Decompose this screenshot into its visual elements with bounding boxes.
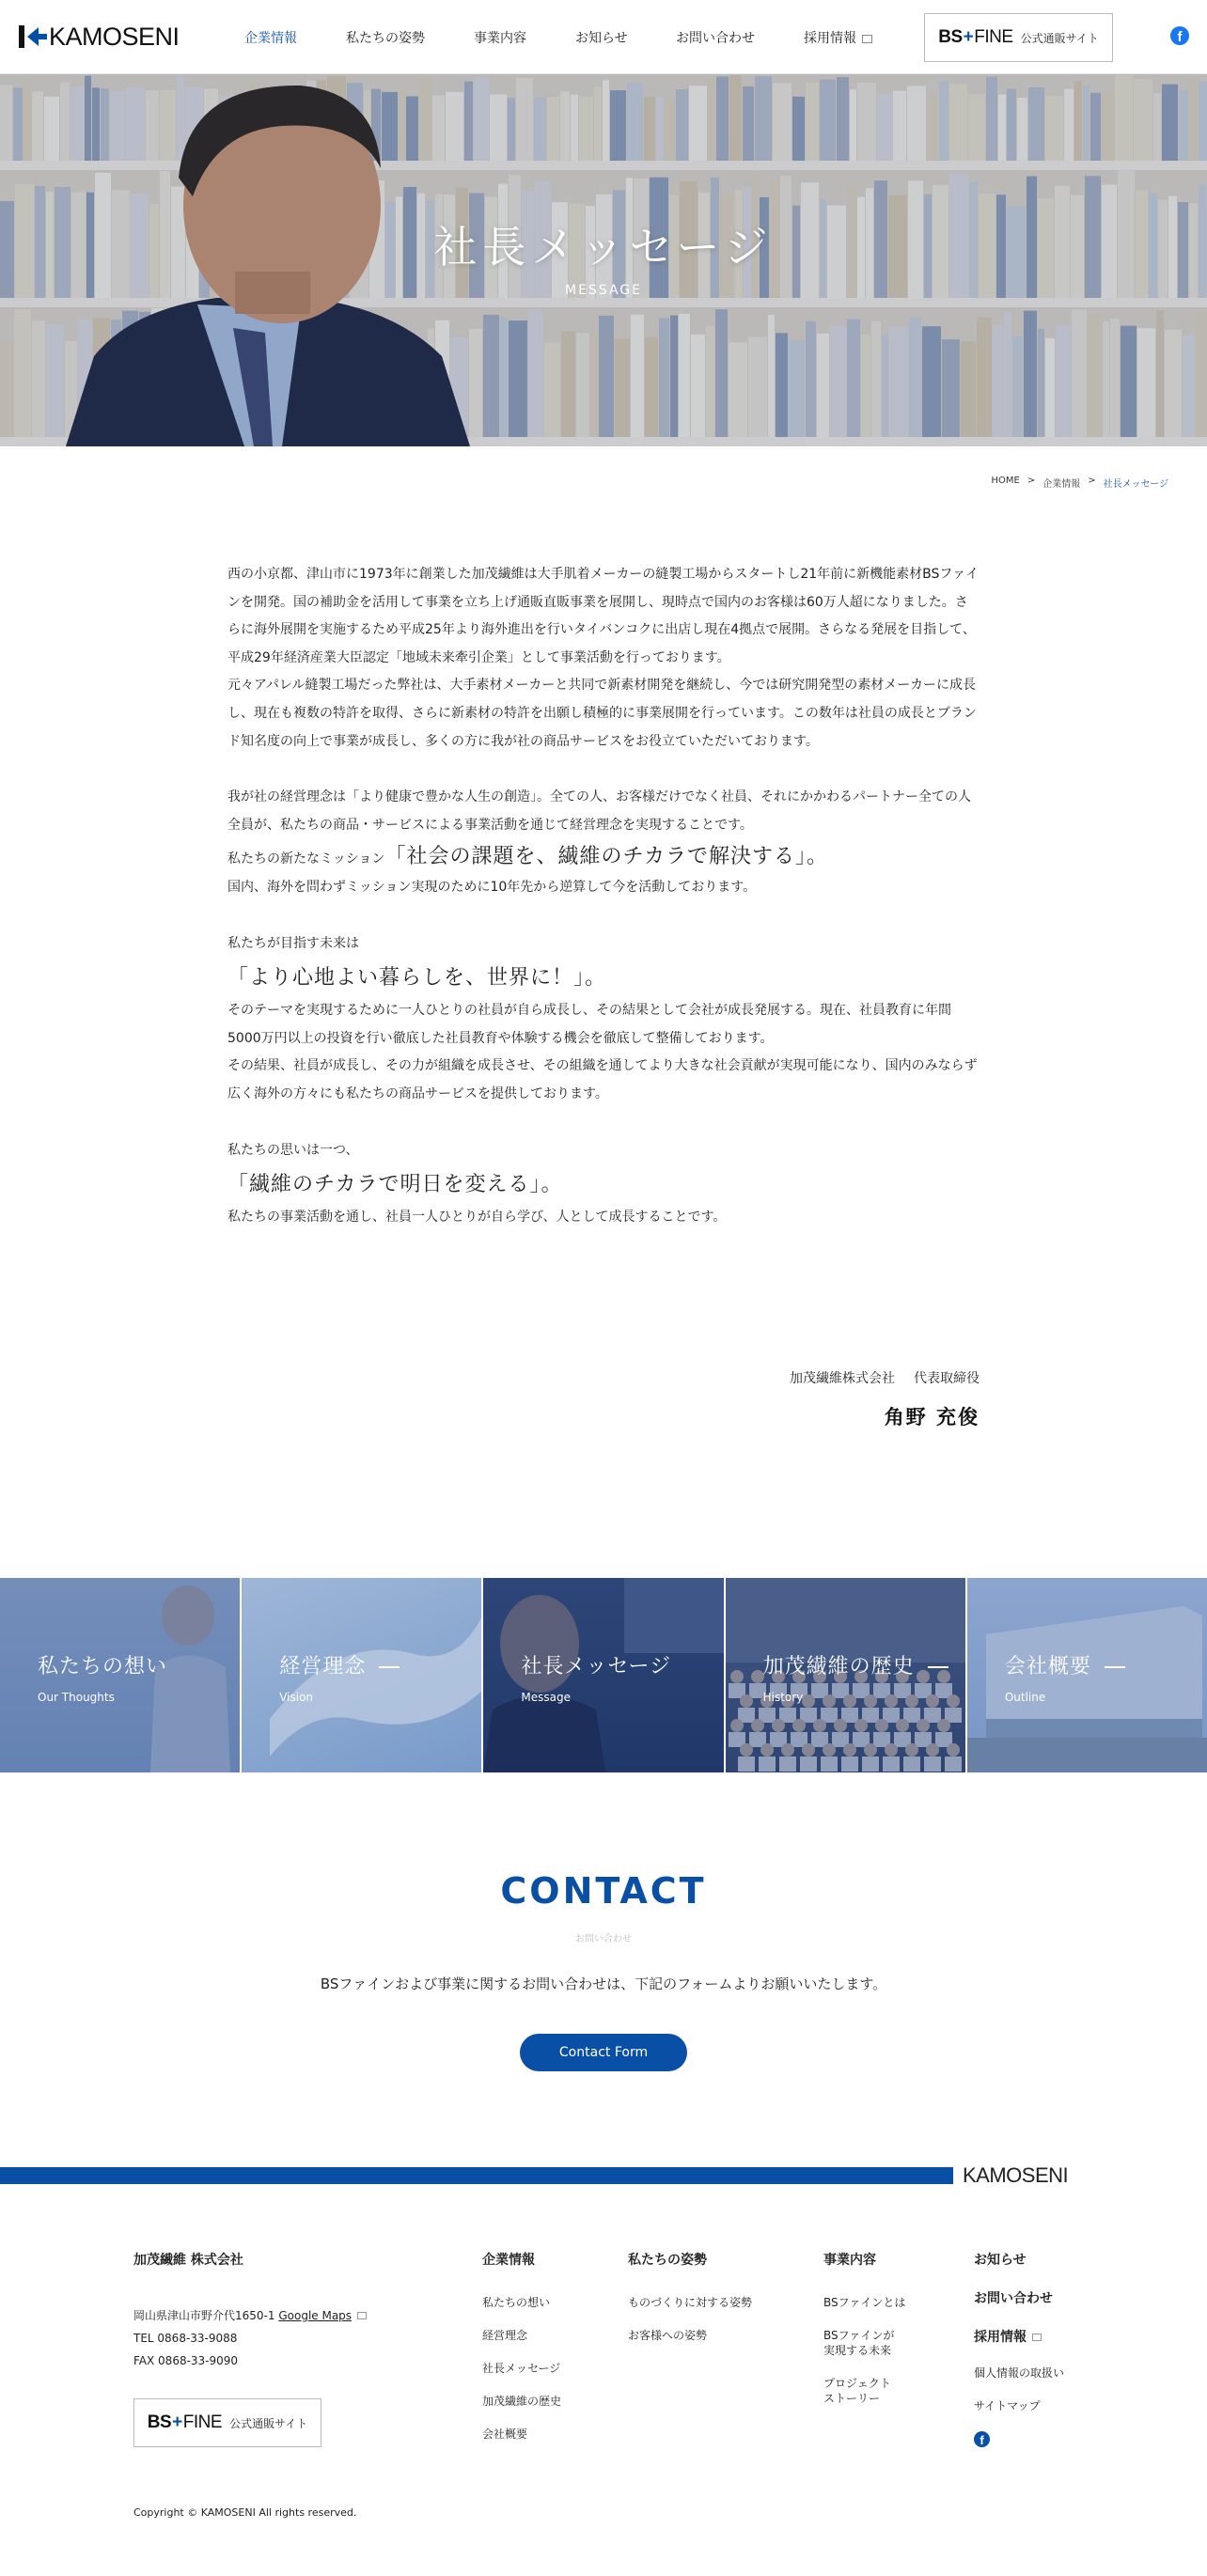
nav-item-company[interactable]: 企業情報 bbox=[244, 30, 297, 46]
arrow-dash-icon bbox=[1105, 1666, 1125, 1668]
external-link-icon bbox=[862, 35, 872, 43]
footer-link[interactable]: 社長メッセージ bbox=[482, 2362, 561, 2375]
message-paragraph: その結果、社員が成長し、その力が組織を成長させ、その組織を通してより大きな社会貢献が実現可能になり、国内のみならず広く海外の方々にも私たちの商品サービスを提供しております。 bbox=[227, 1058, 978, 1101]
tile-history[interactable] bbox=[726, 1578, 965, 1772]
message-paragraph: 私たちの事業活動を通し、社員一人ひとりが自ら学び、人として成長することです。 bbox=[227, 1210, 727, 1226]
tile-title: 社長メッセージ bbox=[521, 1655, 672, 1678]
facebook-icon[interactable]: f bbox=[974, 2431, 990, 2447]
nav-item-business[interactable]: 事業内容 bbox=[474, 30, 526, 46]
footer-link[interactable]: プロジェクト ストーリー bbox=[823, 2377, 891, 2405]
footer-bsfine-button[interactable] bbox=[133, 2398, 321, 2447]
message-paragraph: 西の小京都、津山市に1973年に創業した加茂繊維は大手肌着メーカーの縫製工場からスタートし21年前に新機能素材BSファインを開発。国の補助金を活用して事業を立ち上げ通販直販事業を展開し、現時点で国内のお客様は60万人超になりました。さらに海外展開を実施するため平成25年より海外進出を行いタイバンコクに出店し現在4拠点で展開。さらなる発展を目指して、平成29年経済産業大臣認定「地域未来牽引企業」として事業活動を行っております。 bbox=[227, 567, 980, 665]
footer-address: 岡山県津山市野介代1650-1 bbox=[133, 2309, 275, 2322]
footer-link[interactable]: 加茂繊維の歴史 bbox=[482, 2395, 562, 2408]
footer-link[interactable]: お客様への姿勢 bbox=[628, 2329, 708, 2342]
company-info-tiles bbox=[0, 1578, 1207, 1772]
slogan-statement: 「繊維のチカラで明日を変える」。 bbox=[227, 1173, 563, 1197]
tile-subtitle: History bbox=[762, 1691, 804, 1704]
contact-description: BSファインおよび事業に関するお問い合わせは、下記のフォームよりお願いいたします。 bbox=[320, 1975, 887, 1992]
tile-subtitle: Our Thoughts bbox=[38, 1691, 115, 1704]
footer-heading-contact[interactable]: お問い合わせ bbox=[974, 2291, 1053, 2306]
footer-link[interactable]: BSファインとは bbox=[823, 2296, 906, 2309]
mission-line bbox=[227, 843, 980, 874]
vision-statement: 「より心地よい暮らしを、世界に！」。 bbox=[227, 966, 607, 991]
message-article bbox=[227, 561, 980, 1232]
footer-heading[interactable]: 企業情報 bbox=[482, 2253, 535, 2268]
bsfine-logo: BS+FINE bbox=[147, 2412, 223, 2432]
footer-heading-news[interactable]: お知らせ bbox=[974, 2253, 1027, 2268]
nav-item-attitude[interactable]: 私たちの姿勢 bbox=[346, 30, 425, 46]
google-maps-link[interactable]: Google Maps bbox=[278, 2309, 353, 2322]
footer-link-privacy[interactable]: 個人情報の取扱い bbox=[974, 2366, 1065, 2380]
bsfine-shop-button[interactable] bbox=[924, 13, 1113, 62]
footer-tel: TEL 0868-33-9088 bbox=[133, 2332, 238, 2345]
contact-heading: CONTACT bbox=[500, 1870, 707, 1912]
bsfine-shop-label: 公式通販サイト bbox=[1020, 31, 1099, 45]
signature bbox=[790, 1368, 980, 1430]
footer-col-business bbox=[823, 2250, 905, 2424]
bsfine-shop-label: 公式通販サイト bbox=[229, 2416, 308, 2430]
tile-subtitle: Outline bbox=[1004, 1691, 1046, 1704]
message-paragraph: 私たちが目指す未来は bbox=[227, 935, 359, 951]
nav-item-recruit-label: 採用情報 bbox=[804, 30, 856, 46]
breadcrumb-separator: > bbox=[1027, 476, 1036, 486]
footer-col-company bbox=[482, 2250, 561, 2459]
message-paragraph: 私たちの思いは一つ、 bbox=[227, 1142, 359, 1158]
mission-lead: 私たちの新たなミッション bbox=[227, 851, 385, 867]
footer-fax: FAX 0868-33-9090 bbox=[133, 2354, 239, 2367]
site-header bbox=[0, 0, 1207, 74]
nav-item-news[interactable]: お知らせ bbox=[575, 30, 628, 46]
tile-title: 加茂繊維の歴史 bbox=[763, 1650, 948, 1679]
footer-link[interactable]: 経営理念 bbox=[482, 2329, 528, 2342]
tile-vision[interactable] bbox=[242, 1578, 481, 1772]
bsfine-logo: BS+FINE bbox=[938, 27, 1013, 47]
contact-subheading: お問い合わせ bbox=[575, 1934, 632, 1944]
tile-title: 会社概要 bbox=[1005, 1650, 1125, 1679]
external-link-icon bbox=[357, 2312, 367, 2319]
page-title: 社長メッセージ bbox=[433, 222, 774, 273]
tile-message[interactable] bbox=[483, 1578, 723, 1772]
breadcrumb-home[interactable]: HOME bbox=[991, 476, 1020, 486]
page-subtitle: MESSAGE bbox=[565, 283, 642, 298]
tile-outline[interactable] bbox=[967, 1578, 1207, 1772]
footer-heading[interactable]: 事業内容 bbox=[823, 2253, 876, 2268]
logo-text: KAMOSENI bbox=[49, 22, 180, 51]
nav-item-recruit[interactable] bbox=[804, 28, 872, 47]
hero-banner bbox=[0, 74, 1207, 446]
tile-subtitle: Message bbox=[521, 1691, 571, 1704]
footer-link[interactable]: 私たちの想い bbox=[482, 2296, 551, 2309]
footer-company-name: 加茂繊維 株式会社 bbox=[133, 2253, 243, 2268]
contact-form-button[interactable]: Contact Form bbox=[520, 2034, 687, 2071]
breadcrumb-separator: > bbox=[1088, 476, 1096, 486]
footer-col-other bbox=[974, 2250, 1064, 2447]
footer-col-attitude bbox=[628, 2250, 752, 2361]
facebook-icon[interactable]: f bbox=[1170, 26, 1189, 45]
footer-logo[interactable]: KAMOSENI bbox=[963, 2163, 1069, 2187]
kamoseni-logo[interactable] bbox=[19, 23, 180, 51]
message-paragraph: 我が社の経営理念は「より健康で豊かな人生の創造」。全ての人、お客様だけでなく社員、それにかかわるパートナー全ての人全員が、私たちの商品・サービスによる事業活動を通じて経営理念を実現することです。 bbox=[227, 789, 971, 833]
message-paragraph: 元々アパレル縫製工場だった弊社は、大手素材メーカーと共同で新素材開発を継続し、今では研究開発型の素材メーカーに成長し、現在も複数の特許を取得、さらに新素材の特許を出願し積極的に事業展開を行っています。この数年は社員の成長とブランド知名度の向上で事業が成長し、多くの方に我が社の商品サービスをお役立ていただいております。 bbox=[227, 678, 977, 749]
mission-statement: 「社会の課題を、繊維のチカラで解決する」。 bbox=[384, 845, 829, 869]
copyright: Copyright © KAMOSENI All rights reserved. bbox=[133, 2506, 357, 2519]
arrow-dash-icon bbox=[379, 1666, 400, 1668]
footer-link[interactable]: ものづくりに対する姿勢 bbox=[628, 2296, 753, 2309]
breadcrumb bbox=[991, 476, 1168, 490]
footer-heading-recruit[interactable]: 採用情報 bbox=[974, 2327, 1064, 2346]
message-paragraph: そのテーマを実現するために一人ひとりの社員が自ら成長し、その結果として会社が成長発展する。現在、社員教育に年間5000万円以上の投資を行い徹底した社員教育や体験する機会を徹底して整備しております。 bbox=[227, 1003, 951, 1046]
footer-link[interactable]: BSファインが 実現する未来 bbox=[823, 2329, 895, 2357]
footer-heading[interactable]: 私たちの姿勢 bbox=[628, 2253, 707, 2268]
breadcrumb-current: 社長メッセージ bbox=[1103, 479, 1168, 490]
footer-link[interactable]: 会社概要 bbox=[482, 2428, 528, 2441]
logo-mark-icon bbox=[19, 25, 47, 48]
signature-company: 加茂繊維株式会社 代表取締役 bbox=[790, 1371, 980, 1386]
footer-link-sitemap[interactable]: サイトマップ bbox=[974, 2399, 1041, 2412]
tile-title: 経営理念 bbox=[279, 1650, 400, 1679]
nav-item-contact[interactable]: お問い合わせ bbox=[676, 30, 755, 46]
message-paragraph: 国内、海外を問わずミッション実現のために10年先から逆算して今を活動しております。 bbox=[227, 879, 757, 895]
signature-title: 代表取締役 bbox=[914, 1371, 980, 1386]
arrow-dash-icon bbox=[928, 1666, 948, 1668]
tile-title: 私たちの想い bbox=[38, 1655, 168, 1678]
footer-address-block bbox=[133, 2304, 367, 2372]
signature-name: 角野 充俊 bbox=[884, 1406, 980, 1429]
tile-subtitle: Vision bbox=[279, 1691, 314, 1704]
external-link-icon bbox=[1032, 2334, 1042, 2341]
tile-our-thoughts[interactable] bbox=[0, 1578, 240, 1772]
footer-accent-bar bbox=[0, 2167, 953, 2184]
breadcrumb-company[interactable]: 企業情報 bbox=[1042, 479, 1081, 490]
